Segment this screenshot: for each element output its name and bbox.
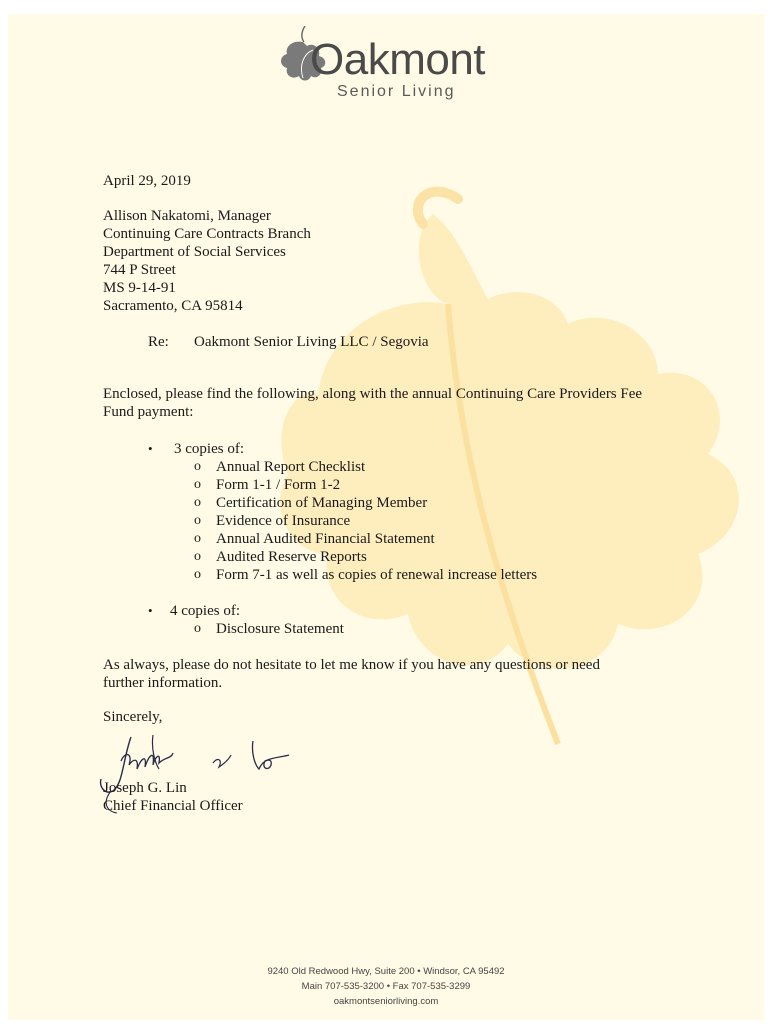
list-item: Form 1-1 / Form 1-2 [216,477,341,493]
list-item: Disclosure Statement [216,621,344,637]
bullet-heading: 3 copies of: [174,441,244,457]
list-item: Annual Audited Financial Statement [216,531,435,547]
recipient-line: 744 P Street [103,262,176,278]
re-label: Re: [148,334,169,350]
recipient-line: Sacramento, CA 95814 [103,298,243,314]
bullet-heading: 4 copies of: [170,603,240,619]
bullet-icon: • [148,441,153,456]
signer-title: Chief Financial Officer [103,798,243,814]
recipient-line: Department of Social Services [103,244,286,260]
brand-tagline: Senior Living [337,83,456,100]
recipient-line: MS 9-14-91 [103,280,176,296]
signer-name: Joseph G. Lin [103,780,187,796]
footer-website: oakmontseniorliving.com [333,996,439,1007]
footer-address: 9240 Old Redwood Hwy, Suite 200 • Windsor, CA 95492 [267,966,505,977]
list-item: Form 7-1 as well as copies of renewal increase letters [216,567,538,583]
brand-name: Oakmont [310,35,486,84]
re-subject: Oakmont Senior Living LLC / Segovia [194,334,429,350]
letter-page [8,14,764,1020]
sub-bullet-icon: o [194,459,201,474]
sub-bullet-icon: o [194,567,201,582]
sub-bullet-icon: o [194,495,201,510]
sub-bullet-icon: o [194,621,201,636]
sub-bullet-icon: o [194,549,201,564]
bullet-icon: • [148,603,153,618]
closing-paragraph: further information. [103,675,223,691]
list-item: Audited Reserve Reports [216,549,367,565]
sub-bullet-icon: o [194,531,201,546]
list-item: Evidence of Insurance [216,513,351,529]
intro-paragraph: Enclosed, please find the following, along with the annual Continuing Care Providers Fee [103,386,643,402]
letter-date: April 29, 2019 [103,173,191,189]
salutation: Sincerely, [103,709,163,725]
list-item: Certification of Managing Member [216,495,428,511]
recipient-line: Continuing Care Contracts Branch [103,226,311,242]
intro-paragraph: Fund payment: [103,404,194,420]
recipient-line: Allison Nakatomi, Manager [103,208,271,224]
footer-phones: Main 707-535-3200 • Fax 707-535-3299 [301,981,471,992]
closing-paragraph: As always, please do not hesitate to let me know if you have any questions or need [103,657,600,673]
sub-bullet-icon: o [194,513,201,528]
list-item: Annual Report Checklist [216,459,366,475]
sub-bullet-icon: o [194,477,201,492]
